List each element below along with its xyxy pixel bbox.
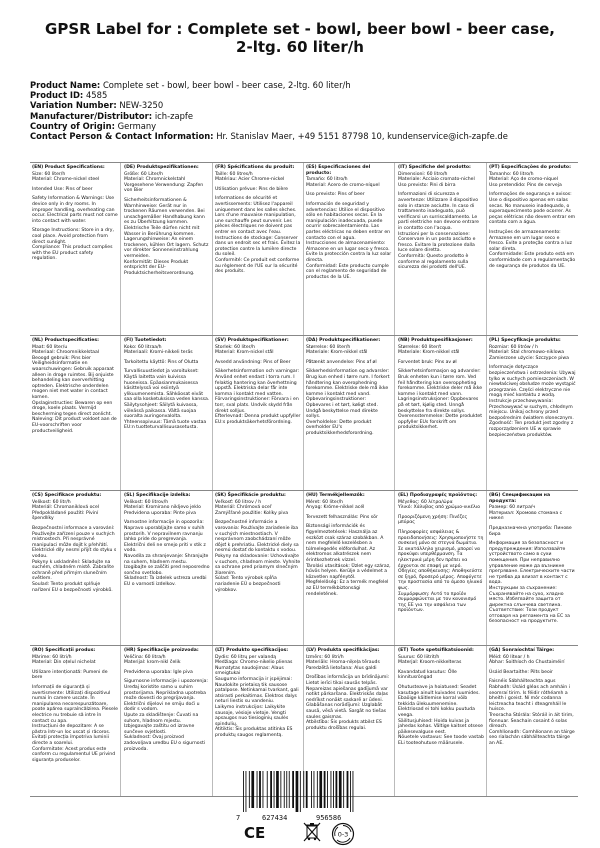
spec-heading: (EN) Product Specifications: <box>32 165 105 170</box>
spec-line: Laikymo instrukcijos: Laikykite sausoje, vėsioje vietoje. Vengti apsaugos nuo tiesioginių saulės spindulių. <box>215 704 289 727</box>
info-product-id: Product ID: 4585 <box>30 90 108 101</box>
recycling-code: 0-3 <box>337 830 349 839</box>
spec-line: Méid: 60 lítear / h <box>489 654 530 660</box>
spec-line: Skladnost: Ta izdelek ustreza uredbi EU o varnosti izdelkov. <box>124 576 207 587</box>
spec-line: Instrucțiuni de depozitare: A se păstra într-un loc uscat și răcoros. Evitați protecția împotriva luminii directe a soarelui. <box>32 724 111 746</box>
spec-cell <box>30 163 121 335</box>
spec-line: Sikkerhetsinformasjon og advarsler: Bruk enheten kun i tørre rom. Ved feil håndtering kan overoppheting forekomme. Elektriske deler må ikke komme i kontakt med vann. <box>398 369 483 397</box>
spec-line: Faisnéis Sábháilteachta agus Rabhadh: Úsáid gléas ach amháin i seomraí tirim. Is féidir róthéamh a bheith i gceist. Ní mór codanna leictreacha teacht i dteagmháil le huisce. <box>489 679 570 713</box>
spec-line: Material: Chrome-nickel steel <box>32 177 100 183</box>
spec-line: Izmērs: 60 litri/h <box>306 654 344 660</box>
spec-cell <box>396 646 487 796</box>
spec-line: Medžiaga: Chromo-nikelio plienas <box>215 660 293 666</box>
spec-line: Størrelse: 60 liter/t <box>398 344 442 350</box>
spec-line: Материал: Хромово стомана с никел <box>489 510 563 522</box>
spec-line: Efterlevnad: Denna produkt uppfyller EU:s produktsäkerhetsförordning. <box>215 414 301 425</box>
spec-line: Säilitusjuhised: Hoida kuivas ja jahedas kohas. Vältige kaitset otsese päikesevalguse eest. <box>398 718 483 735</box>
spec-line: Съответствие: Този продукт отговаря на регламента на ЕС за безопасност на продуктите. <box>489 608 570 625</box>
spec-line: Instrukcje przechowywania: Przechowywać w suchym, chłodnym miejscu. Unikaj ochrony przed bezpośrednim światłem słonecznym. <box>489 398 574 421</box>
spec-line: Uso previsto: Pins of beer <box>306 192 365 198</box>
spec-line: Materiāls: Hroma-niķeļa tērauds <box>306 660 380 666</box>
spec-line: Konformität: Dieses Produkt entspricht der EU-Produktsicherheitsverordnung. <box>124 259 195 276</box>
spec-line: Storage Instructions: Store in a dry, cool place. Avoid protection from direct sunlight. <box>32 228 114 245</box>
spec-line: Instrucciones de almacenamiento: Almacene en un lugar seco y fresco. Evite la protección contra la luz solar directa. <box>306 241 392 263</box>
barcode <box>243 771 356 812</box>
barcode-bar <box>314 771 315 808</box>
barcode-bar <box>311 771 312 808</box>
spec-cell <box>304 336 395 490</box>
product-info <box>30 80 570 141</box>
spec-line: Sukladnost: Ovaj proizvod zadovoljava uredbu EU o sigurnosti proizvoda. <box>124 735 206 752</box>
barcode-bar <box>296 771 299 812</box>
spec-line: Storlek: 60 liter/h <box>215 344 256 350</box>
spec-line: Förvaringsinstruktioner: Förvara i en torr, sval plats. Undvik skydd från direkt solljus. <box>215 397 299 414</box>
spec-cell <box>304 163 395 335</box>
barcode-bar <box>276 771 279 808</box>
barcode-digits-left: 627434 <box>262 814 288 822</box>
spec-cell <box>213 336 304 490</box>
barcode-bar <box>327 771 328 808</box>
spec-line: Treoracha Stórála: Stóráil in áit tirim, fionnuar. Seachain cosaint ó solas díreach. <box>489 712 574 730</box>
spec-cell <box>122 491 213 645</box>
spec-line: Size: 60 liter/h <box>32 171 66 177</box>
spec-line: Matériau: Acier Chrome-nickel <box>215 177 285 183</box>
spec-cell <box>396 163 487 335</box>
spec-line: Размер: 60 литра/ч <box>489 505 536 511</box>
info-manufacturer: Manufacturer/Distributor: ich-zapfe <box>30 110 194 121</box>
spec-line: Συμμόρφωση: Αυτό το προϊόν συμμορφώνεται με τον κανονισμό της ΕΕ για την ασφάλεια των προϊόντων. <box>398 591 477 614</box>
barcode-bar <box>347 771 349 808</box>
info-product-name: Product Name: Complete set - bowl, beer bowl - beer case, 2-ltg. 60 liter/h <box>30 80 351 90</box>
spec-row <box>30 490 578 645</box>
barcode-bar <box>257 771 258 808</box>
barcode-bar <box>353 771 354 812</box>
spec-line: Predvidena uporaba: Pinte piva <box>124 510 196 516</box>
spec-line: Påtænkt anvendelse: Pins af øl <box>306 359 377 365</box>
barcode-bar <box>274 771 275 808</box>
spec-line: Materjal: Kroom-nikkelteras <box>398 660 462 666</box>
recycling-icon <box>331 822 355 846</box>
barcode-bar <box>267 771 268 808</box>
barcode-bar <box>246 771 247 812</box>
spec-line: Lagringsinstruksjoner: Oppbevares på et tørt, kjølig sted. Unngå beskyttelse fra direkte sollys. <box>398 397 479 414</box>
barcode-bar <box>292 771 294 808</box>
weee-bin-icon <box>303 822 321 842</box>
spec-cell <box>487 163 578 335</box>
spec-line: Materiál: Chromaniklová ocel <box>32 505 100 511</box>
spec-line: Méret: 60 liter/h <box>306 499 344 505</box>
spec-line: Nõuetele vastavus: See toode vastab ELi tooteohutuse määrusele. <box>398 735 484 746</box>
spec-line: Tervezett felhasználás: Pins sör <box>306 514 378 520</box>
spec-line: Uso pretendido: Pins de cerveja <box>489 182 562 188</box>
spec-line: Anyag: Króme-nikkel acél <box>306 505 365 511</box>
spec-line: Comhlíonadh: Comhlíonann an táirge seo rialachán sábháilteachta táirge an AE. <box>489 729 575 746</box>
spec-line: Numatytas naudojimas: Alaus smeigtukai <box>215 665 284 677</box>
spec-line: Größe: 60 Liter/h <box>124 171 164 177</box>
spec-line: Overensstemmelse: Dette produktet oppfyller EUs forskrift om produktsikkerhet. <box>398 414 483 431</box>
spec-heading: (PT) Especificações do produto: <box>489 165 571 170</box>
spec-line: Sigurnosne informacije i upozorenja: Uređaj koristite samo u suhim prostorijama. Neprikladna upotreba može dovesti do pregrijavanja. Električni dijelovi ne smiju doći u dodir s vodom. <box>124 679 208 713</box>
spec-line: Zgodność: Ten produkt jest zgodny z rozporządzeniem UE w sprawie bezpieczeństwa produktów. <box>489 421 574 438</box>
ce-mark: CE <box>244 824 266 842</box>
spec-heading: (SL) Specifikacije izdelka: <box>124 493 191 498</box>
barcode-bar <box>259 771 261 808</box>
spec-line: Material: Acero de cromo-níquel <box>306 182 380 188</box>
spec-line: Conformidad: Este producto cumple con el reglamento de seguridad de productos de la UE. <box>306 263 389 280</box>
spec-line: Kavandatud kasutus: Õlle kinnitusrõngad <box>398 669 457 681</box>
spec-line: Tarkoitettu käyttö: Pins of Olutta <box>124 359 199 365</box>
spec-line: Materiaali: Kromi-nikkeli teräs <box>124 350 193 356</box>
spec-line: Instruções de armazenamento: Armazene em um lugar seco e fresco. Evite a proteção contra a luz solar direta. <box>489 229 572 252</box>
spec-line: Dydis: 60 litrų per valandą <box>215 654 277 660</box>
barcode-digit-lead: 7 <box>236 814 241 822</box>
barcode-bar <box>336 771 338 808</box>
spec-grid <box>30 162 578 797</box>
spec-line: Informazioni di sicurezza e avvertenze: Utilizzare il dispositivo solo in stanze asciutte. In caso di trattamento inadeguato, può verificarsi un surriscaldamento. Le parti elettriche non devono entrare in contatto con l'acqua. <box>398 192 479 231</box>
spec-cell <box>304 491 395 645</box>
spec-line: Materijal: krom-nikl čelik <box>124 660 181 666</box>
spec-cell <box>396 491 487 645</box>
spec-line: Инструкции за съхранение: Съхранявайте на сухо, хладно място. Избягвайте защита от директна слънчева светлина. <box>489 585 564 608</box>
spec-heading: (DE) Produktspezifikationen: <box>124 165 199 170</box>
spec-line: Tamanho: 60 litro/h <box>489 171 534 177</box>
spec-line: Informations de sécurité et avertissements: Utilisez l'appareil uniquement dans les salles sèches. Lors d'une mauvaise manipulation, une surchauffe peut survenir. Les pièces électriques ne doivent pas entrer en contact avec l'eau. <box>215 196 297 235</box>
spec-heading: (LV) Produkta specifikācijas: <box>306 648 380 653</box>
spec-cell <box>396 336 487 490</box>
spec-heading: (SV) Produktspecifikationer: <box>215 338 289 343</box>
spec-line: Opbevaringsinstruktioner: Opbevares i et tørt, køligt sted. Undgå beskyttelse mod direkte sollys. <box>306 397 378 420</box>
spec-line: Instructions de stockage: Conserver dans un endroit sec et frais. Évitez la protection contre la lumière directe du soleil. <box>215 235 301 258</box>
spec-line: Koko: 60 litraa/h <box>124 344 162 350</box>
spec-heading: (IT) Specifiche del prodotto: <box>398 165 471 170</box>
spec-line: Material: Krom-nickel stål <box>215 350 274 356</box>
spec-heading: (HU) Termékjellemzők: <box>306 493 365 498</box>
spec-heading: (LT) Produkto specifikacijos: <box>215 648 289 653</box>
spec-line: Beoogd gebruik: Pins bier <box>32 355 91 361</box>
spec-line: Safety Information & Warnings: Use device only in dry rooms. In improper handling, overheating can occur. Electrical parts must not come into contact with water. <box>32 196 118 224</box>
barcode-bar <box>331 771 332 808</box>
spec-heading: (NB) Produktspesifikasjoner: <box>398 338 473 343</box>
spec-line: Atbilstība: Šis produkts atbilst ES produktu drošības regulai. <box>306 720 382 731</box>
info-country-of-origin: Country of Origin: Germany <box>30 120 157 131</box>
spec-line: Předpokládané použití: Piviní špendlíky <box>32 510 99 522</box>
spec-line: Opslaginstructies: Bewaren op een droge, koele plaats. Vermijd bescherming tegen direct zonlicht. <box>32 400 113 417</box>
spec-line: Säkerhetsinformation och varningar: Använd enhet endast i torra rum. I felaktig hantering kan överhettning uppstå. Elektriska delar får inte komma i kontakt med vatten. <box>215 369 300 397</box>
spec-cell <box>213 163 304 335</box>
spec-line: Navodila za shranjevanje: Shranjujte na suhem, hladnem mestu. Izogibajte se zaščiti pred neposredno sončno svetlobo. <box>124 553 210 576</box>
spec-line: Paredzētā lietošana: Alus galdi <box>306 665 377 671</box>
spec-line: Dimensioni: 60 litro/h <box>398 171 448 177</box>
spec-line: Conformidade: Este produto está em conformidade com a regulamentação de segurança de produtos da UE. <box>489 252 576 269</box>
spec-line: Materiale: Acciaio cromato-nichel <box>398 177 475 183</box>
spec-heading: (CS) Specifikace produktu: <box>32 493 102 498</box>
spec-line: Pokyny na skladovanie: Uchovávajte v suchom, chladnom mieste. Vyhnite sa ochrane pred priamym slnečným žiarením. <box>215 553 301 576</box>
spec-heading: (NL) Productspecificaties: <box>32 338 99 343</box>
spec-line: Drošības informācija un brīdinājumi: Lietot ierīci tikai sausās telpās. Nepareizas apiešanas gadījumā var notikt pārkaršana. Elektriskās daļas nedrīkst nonākt saskarē ar ūdeni. <box>306 675 390 703</box>
spec-line: Informações de segurança e avisos: Use o dispositivo apenas em salas secas. No manuseio inadequado, o superaquecimento pode ocorrer. As peças elétricas não devem entrar em contato com a água. <box>489 192 576 226</box>
spec-line: Sikkerhedsinformation og advarsler: Brug kun enhed i tørre rum. I forkert håndtering kan overophedning forekomme. Elektriske dele må ikke komme i kontakt med vand. <box>306 369 390 397</box>
spec-line: Informacje dotyczące bezpieczeństwa i ostrzeżenia: Używaj tylko w suchych pomieszczeniach. W niewłaściwej obsłudze może wystąpić przegrzanie. Części elektryczne nie mogą mieć kontaktu z wodą. <box>489 365 576 399</box>
barcode-bar <box>339 771 342 808</box>
spec-line: Zamýšľané použitie: Kolíky piva <box>215 510 289 516</box>
spec-line: Suurus: 60 liitrit/h <box>398 654 440 660</box>
barcode-digits-right: 956586 <box>316 814 342 822</box>
barcode-bar <box>270 771 272 808</box>
spec-heading: (ES) Especificaciones del producto: <box>306 165 371 176</box>
spec-line: Materiale: Krom-nikkel stål <box>398 350 460 356</box>
page-title: GPSR Label for : Complete set - bowl, beer bowl - beer case, 2-ltg. 60 liter/h <box>45 20 555 56</box>
spec-line: Saugumo informacija ir įspėjimai: Naudokite prietaisą tik sausose patalpose. Netinkamai tvarkant, gali atsirasti perkaitimas. Elektros dalys neturi liestis su vandeniu. <box>215 676 299 705</box>
spec-line: Información de seguridad y advertencias: Utilice el dispositivo sólo en habitaciones secas. En la manipulación inadecuada, puede ocurrir sobrecalentamiento. Las partes eléctricas no deben entrar en contacto con el agua. <box>306 201 391 241</box>
spec-line: Material: Kromirano nikljevo jeklo <box>124 505 201 511</box>
spec-heading: (DA) Produktspecifikationer: <box>306 338 381 343</box>
spec-heading: (ET) Toote spetsifikatsioonid: <box>398 648 474 653</box>
barcode-bar <box>343 771 344 808</box>
spec-cell <box>487 491 578 645</box>
barcode-bar <box>303 771 304 808</box>
spec-line: Yhteensopivuus: Tämä tuote vastaa EU:n tuotteturvallisuusasetusta. <box>124 419 207 431</box>
spec-line: Υλικό: Χάλυβας από χρώμιο-νικέλιο <box>398 505 481 511</box>
spec-line: Veličina: 60 litra/h <box>124 654 166 660</box>
spec-line: Conformità: Questo prodotto è conforme al regolamento sulla sicurezza dei prodotti dell'UE. <box>398 253 469 271</box>
spec-cell <box>30 646 121 796</box>
spec-line: Súlad: Tento výrobok spĺňa nariadenie EÚ o bezpečnosti výrobkov. <box>215 576 281 593</box>
spec-line: Lagerungshinweise: An einem trockenen, kühlen Ort lagern. Schutz vor direkter Sonneneinstrahlung vermeiden. <box>124 237 209 259</box>
spec-line: Material: Chromnickelstahl <box>124 177 186 183</box>
spec-line: Soulad: Tento produkt splňuje nařízení EU o bezpečnosti výrobků. <box>32 581 113 593</box>
spec-cell <box>122 336 213 490</box>
barcode-bar <box>289 771 290 808</box>
spec-line: Pokyny k uskladnění: Skladujte na suchém, chladném místě. Zabraňte ochraně před přímým slunečním světlem. <box>32 559 114 582</box>
spec-line: Säilytysohjeet: Säilytä kuivassa, viileässä paikassa. Vältä suojaa suoralta auringonvalolta. <box>124 402 198 420</box>
spec-heading: (PL) Specyfikacje produktu: <box>489 338 561 343</box>
spec-line: Velikost: 60 litr/h <box>32 499 71 505</box>
spec-line: Sicherheitsinformationen & Warnhinweise: Gerät nur in trockenen Räumen verwenden. Bei unsachgemäßer Handhabung kann es zu Überhitzung kommen. Elektrische Teile dürfen nicht mit Wasser in Berührung kommen. <box>124 197 205 237</box>
spec-heading: (HR) Specifikacije proizvoda: <box>124 648 199 653</box>
info-variation-number: Variation Number: NEW-3250 <box>30 100 164 111</box>
spec-line: Ábhar: Soithíoch do Chustaiméirí <box>489 660 565 666</box>
spec-line: Προοριζόμενη χρήση: Πινέζες μπύρας <box>398 514 468 526</box>
barcode-bar <box>249 771 250 808</box>
spec-cell <box>487 646 578 796</box>
spec-line: Avsedd användning: Pins of Beer <box>215 359 291 365</box>
spec-line: Vorgesehene Verwendung: Zapfen von Bier <box>124 182 204 194</box>
spec-line: Intended Use: Pins of beer <box>32 186 93 192</box>
spec-line: Utilisation prévue: Pins de bière <box>215 186 288 192</box>
spec-heading: (BG) Спецификации на продукта: <box>489 493 551 504</box>
spec-line: Naleving: Dit product voldoet aan de EU-voorschriften voor productveiligheid. <box>32 417 117 434</box>
spec-line: Πληροφορίες ασφάλειας & προειδοποιήσεις: Χρησιμοποιήστε τη συσκευή μόνο σε στεγνά δωμάτια. Σε ακατάλληλο χειρισμό, μπορεί να προκύψει υπερθέρμανση. Τα ηλεκτρικά μέρη δεν πρέπει να έρχονται σε επαφή με νερό. <box>398 529 484 569</box>
barcode-bar <box>319 771 322 808</box>
spec-heading: (SK) Špecifikácie produktu: <box>215 493 286 498</box>
spec-cell <box>122 646 213 796</box>
spec-line: Οδηγίες αποθήκευσης: Αποθηκεύστε σε ξηρό, δροσερό μέρος. Αποφύγετε την προστασία από το άμεσο ηλιακό φως. <box>398 569 483 591</box>
spec-line: Biztonsági információk és figyelmeztetések: Használja az eszközt csak száraz szobákban. A nem megfelelő kezelésben a túlmelegedés előfordulhat. Az elektromos alkatrészek nem érintkezhetnek vízzel. <box>306 524 384 563</box>
spec-line: Materiale: Krom-nikkel stål <box>306 350 368 356</box>
spec-line: Utilizare intenționată: Pumeni de bere <box>32 669 108 681</box>
spec-line: Conformité: Ce produit est conforme au règlement de l'UE sur la sécurité des produits. <box>215 257 300 275</box>
spec-line: Material: Aço de cromo-níquel <box>489 177 559 183</box>
spec-line: Информация за безопасност и предупреждения: Използвайте устройството само в сухи помещения. При неправилно управление може да възникне прегряване. Електрическите части не трябва да влизат в контакт с вода. <box>489 541 575 586</box>
spec-line: Glabāšanas norādījumi: Uzglabāt sausā, vēsā vietā. Sargāt no tiešas saules gaismas. <box>306 703 387 720</box>
barcode-bar <box>263 771 264 808</box>
spec-cell <box>213 491 304 645</box>
spec-cell <box>487 336 578 490</box>
spec-line: Tamaño: 60 litro/h <box>306 177 348 183</box>
spec-heading: (GA) Sonraíochtaí Táirge: <box>489 648 555 653</box>
spec-line: Størrelse: 60 liter/h <box>306 344 351 350</box>
spec-cell <box>122 163 213 335</box>
spec-line: Velikost: 60 litrov/h <box>124 499 169 505</box>
spec-cell <box>30 491 121 645</box>
spec-line: Uso previsto: Pini di birra <box>398 182 456 188</box>
spec-line: Veľkosť: 60 litrov / h <box>215 499 262 505</box>
barcode-bar <box>317 771 318 808</box>
spec-line: Materiaal: Chroomnikkelstaal <box>32 350 100 356</box>
barcode-bar <box>284 771 285 808</box>
spec-row <box>30 162 578 335</box>
spec-line: Veiligheidsinformatie en waarschuwingen: Gebruik apparaat alleen in droge ruimtes. Bij onjuiste behandeling kan oververhitting optreden. Elektrische onderdelen mogen niet met water in contact komen. <box>32 361 114 400</box>
spec-line: Istruzioni per la conservazione: Conservare in un posto asciutto e fresco. Evitare la protezione dalla luce solare diretta. <box>398 231 476 254</box>
spec-line: Предназначена употреба: Пинове бира <box>489 525 572 537</box>
barcode-bar <box>280 771 281 808</box>
spec-line: Rozmiar: 60 litrów / h <box>489 344 538 350</box>
spec-line: Atitiktis: Šis produktas atitinka ES produktų saugos reglamentą. <box>215 727 293 738</box>
spec-heading: (RO) Specificații produs: <box>32 648 96 653</box>
spec-line: Forventet bruk: Pins av øl <box>398 359 457 365</box>
spec-line: Material: Din oțelul nichelat <box>32 660 96 666</box>
barcode-bar <box>324 771 326 808</box>
spec-line: Maat: 60 liter/u <box>32 344 68 350</box>
spec-line: Taille: 60 litres/h <box>215 171 253 177</box>
spec-line: Compliance: This product complies with the EU product safety regulation. <box>32 245 113 262</box>
spec-line: Megfelelőség: Ez a termék megfelel az EU termékbiztonsági rendeletének. <box>306 580 389 597</box>
spec-line: Predviđena uporaba: Igle piva <box>124 669 193 675</box>
spec-line: Ohutusteave ja hoiatused: Seadet kasutage ainult kuivades ruumides. Ebaõige käitlemise korral võib tekkida ülekuumenemine. Elektriosad ei tohi kokku puutuda veega. <box>398 684 480 718</box>
spec-cell <box>30 336 121 490</box>
spec-line: Materiał: Stal chromowo-niklowa <box>489 350 565 356</box>
barcode-bar <box>300 771 301 812</box>
spec-heading: (FR) Spécifications du produit: <box>215 165 295 170</box>
spec-heading: (FI) Tuotetiedot: <box>124 338 167 343</box>
spec-line: Úsáid Beartaithe: Pilts beoir <box>489 669 553 675</box>
spec-line: Mărime: 60 litri/h <box>32 654 72 660</box>
spec-line: Informații de siguranță și avertismente: Utilizați dispozitivul numai în camere uscate. În manipularea necorespunzătoare, poate apărea supraîncălzirea. Piesele electrice nu trebuie să intre în contact cu apa. <box>32 684 118 724</box>
barcode-bar <box>350 771 351 812</box>
barcode-bar <box>251 771 254 808</box>
spec-line: Bezpečnostní informace a varování: Používejte zařízení pouze v suchých místnostech. Při nesprávné manipulaci může dojít k přehřátí. Elektrické díly nesmí přijít do styku s vodou. <box>32 525 117 559</box>
spec-line: Tárolási utasítások: Üzlet egy száraz, hűvös helyen. Kerülje a védelmet a közvetlen napfénytől. <box>306 563 391 580</box>
spec-line: Μέγεθος: 60 λίτρα/ώρα <box>398 499 453 505</box>
spec-line: Turvallisuustiedot ja varoitukset: Käytä laitetta vain kuivissa huoneissa. Epäasianmukaisessa käsittelyssä voi esiintyä ylikuumenemista. Sähköosat eivät saa olla kosketuksissa veden kanssa. <box>124 369 210 403</box>
info-contact: Contact Person & Contact Information: Hr. Stanislav Maer, +49 5151 87798 10, kundenservice@ich-zapfe.de <box>30 131 508 142</box>
barcode-bar <box>286 771 287 808</box>
spec-heading: (EL) Προδιαγραφές προϊόντος: <box>398 493 478 498</box>
spec-line: Conformitate: Acest produs este conform cu regulamentul UE privind siguranța produselor. <box>32 746 116 763</box>
spec-line: Bezpečnostné informácie a varovania: Používajte zariadenie iba v suchých miestnostiach. V nesprávnom zaobchádzaní môže dôjsť k prehriatiu. Elektrické diely sa nesmú dostať do kontaktu s vodou. <box>215 520 299 554</box>
spec-row <box>30 335 578 490</box>
spec-line: Overholdelse: Dette produkt overholder EU's produktsikkerhedsforordning. <box>306 419 374 436</box>
barcode-bar <box>333 771 334 808</box>
spec-line: Varnostne informacije in opozorila: Napravo uporabljajte samo v suhih prostorih. V nepravilnem ravnanju lahko pride do pregrevanja. Električni deli ne smejo priti v stik z vodo. <box>124 520 206 554</box>
spec-line: Upute za skladištenje: Čuvati na suhom, hladnom mjestu. Izbjegavajte zaštitu od izravne sunčeve svjetlosti. <box>124 712 199 735</box>
spec-line: Materiál: Chrómová oceľ <box>215 505 272 511</box>
barcode-bar <box>243 771 244 812</box>
barcode-bar <box>306 771 308 808</box>
spec-line: Zamierzone użycie: Szczypce piwa <box>489 355 570 361</box>
